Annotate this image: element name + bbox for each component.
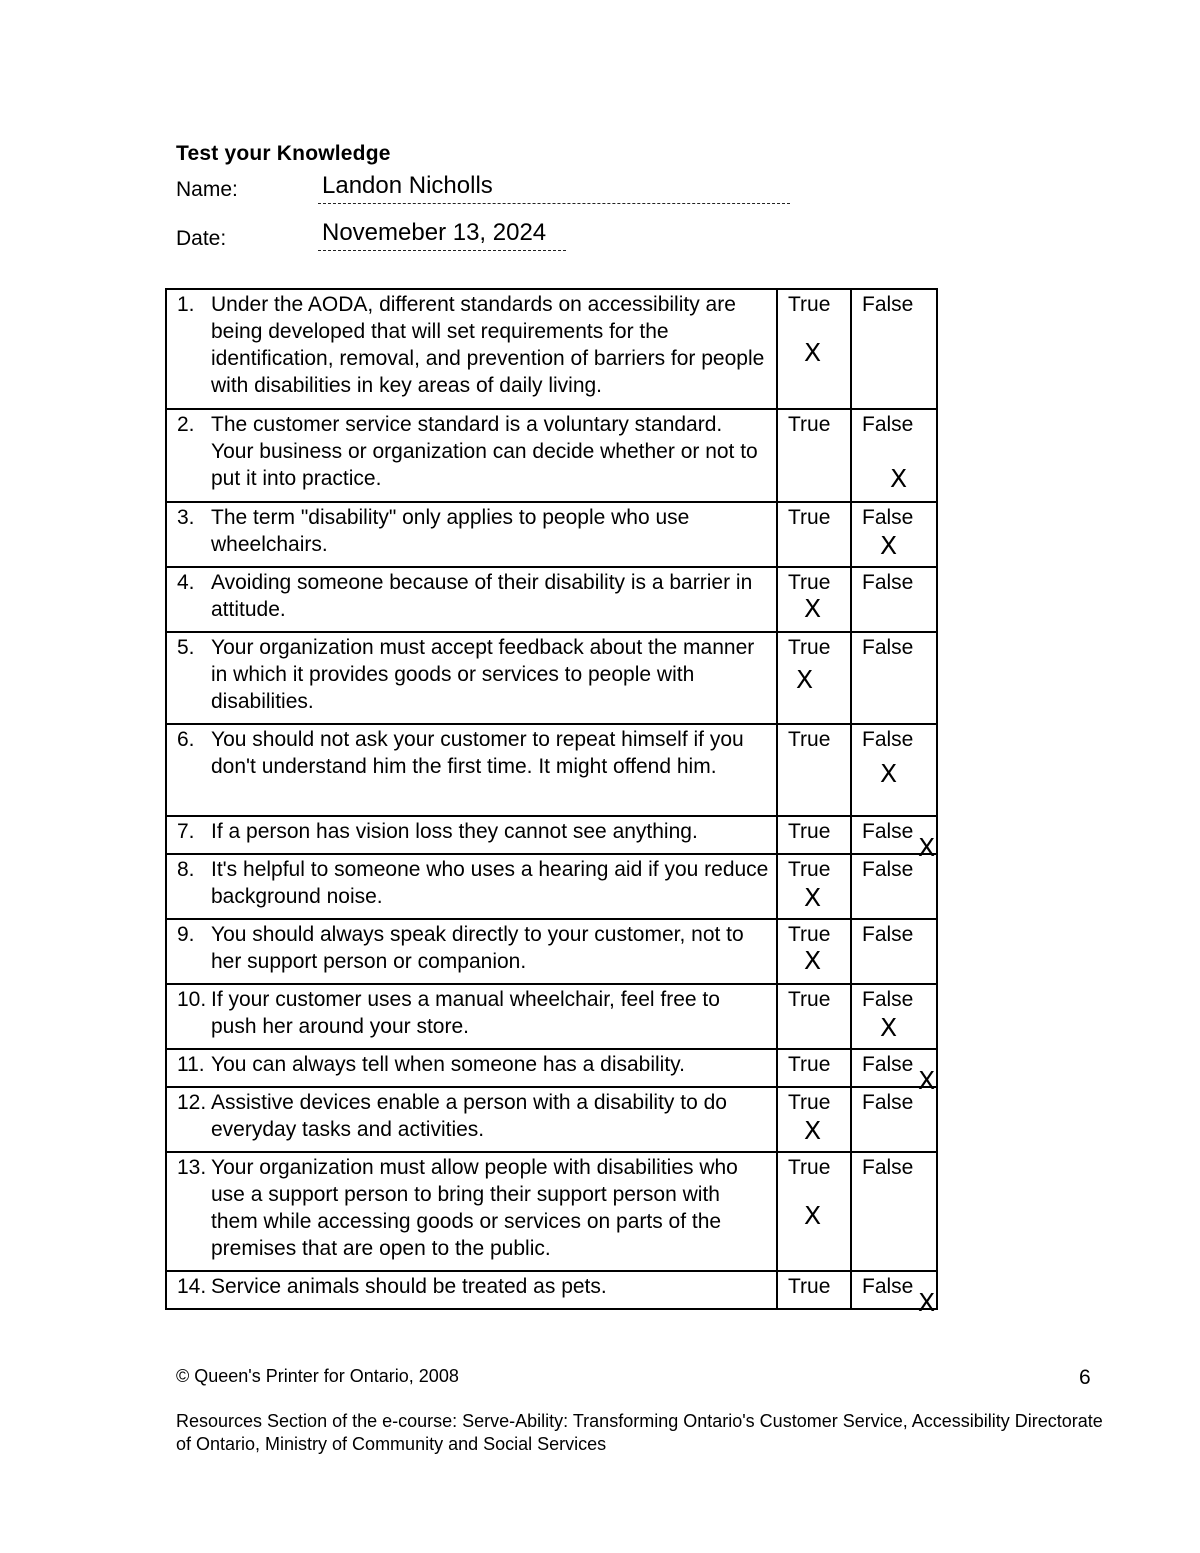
question-row bbox=[166, 289, 937, 409]
question-number: 13. bbox=[177, 1156, 207, 1179]
question-text: You should always speak directly to your customer, not to her support person or companion. bbox=[211, 923, 744, 973]
question-number: 11. bbox=[177, 1053, 205, 1076]
true-label: True bbox=[788, 413, 831, 436]
question-cell bbox=[166, 1049, 777, 1087]
answer-mark: X bbox=[890, 464, 908, 493]
false-answer-cell[interactable] bbox=[851, 816, 937, 862]
false-answer-cell[interactable] bbox=[851, 409, 937, 502]
question-row bbox=[166, 1271, 937, 1309]
question-text: Avoiding someone because of their disability is a barrier in attitude. bbox=[211, 571, 753, 621]
question-text: The term "disability" only applies to people who use wheelchairs. bbox=[211, 506, 690, 556]
question-text: It's helpful to someone who uses a hearing aid if you reduce background noise. bbox=[211, 858, 769, 908]
resources-note: Resources Section of the e-course: Serve-Ability: Transforming Ontario's Customer Service, Accessibility Directorate of Ontario, Ministry of Community and Social Services bbox=[176, 1411, 1103, 1454]
false-label: False bbox=[862, 293, 914, 316]
question-text: Assistive devices enable a person with a disability to do everyday tasks and activities. bbox=[211, 1091, 727, 1141]
false-label: False bbox=[862, 820, 914, 843]
true-label: True bbox=[788, 728, 831, 751]
date-label: Date: bbox=[176, 227, 227, 250]
true-label: True bbox=[788, 506, 831, 529]
question-number: 10. bbox=[177, 988, 207, 1011]
true-label: True bbox=[788, 636, 831, 659]
true-label: True bbox=[788, 1053, 831, 1076]
answer-mark: X bbox=[804, 883, 822, 912]
quiz-table bbox=[165, 288, 938, 1317]
true-label: True bbox=[788, 858, 831, 881]
question-row bbox=[166, 632, 937, 724]
true-answer-cell[interactable] bbox=[777, 1049, 851, 1087]
answer-mark: X bbox=[804, 1201, 822, 1230]
answer-mark: X bbox=[880, 531, 898, 560]
question-number: 4. bbox=[177, 571, 195, 594]
true-answer-cell[interactable] bbox=[777, 409, 851, 502]
question-row bbox=[166, 1152, 937, 1271]
question-text: You can always tell when someone has a disability. bbox=[211, 1053, 685, 1076]
false-label: False bbox=[862, 1091, 914, 1114]
false-answer-cell[interactable] bbox=[851, 854, 937, 919]
question-text: You should not ask your customer to repeat himself if you don't understand him the first time. It might offend him. bbox=[211, 728, 744, 778]
answer-mark: X bbox=[880, 759, 898, 788]
true-label: True bbox=[788, 820, 831, 843]
question-number: 7. bbox=[177, 820, 195, 843]
answer-mark: X bbox=[796, 665, 814, 694]
false-answer-cell[interactable] bbox=[851, 632, 937, 724]
question-text: If your customer uses a manual wheelchair, feel free to push her around your store. bbox=[211, 988, 720, 1038]
question-cell bbox=[166, 1271, 777, 1309]
true-label: True bbox=[788, 923, 831, 946]
true-answer-cell[interactable] bbox=[777, 854, 851, 919]
question-cell bbox=[166, 919, 777, 984]
question-text: Your organization must accept feedback about the manner in which it provides goods or services to people with disabilities. bbox=[211, 636, 755, 713]
true-label: True bbox=[788, 571, 831, 594]
false-label: False bbox=[862, 413, 914, 436]
question-cell bbox=[166, 984, 777, 1049]
question-row bbox=[166, 1087, 937, 1152]
question-text: If a person has vision loss they cannot see anything. bbox=[211, 820, 698, 843]
name-label: Name: bbox=[176, 178, 238, 201]
question-number: 3. bbox=[177, 506, 195, 529]
true-answer-cell[interactable] bbox=[777, 567, 851, 632]
question-cell bbox=[166, 289, 777, 409]
true-label: True bbox=[788, 988, 831, 1011]
true-answer-cell[interactable] bbox=[777, 984, 851, 1049]
false-answer-cell[interactable] bbox=[851, 567, 937, 632]
false-label: False bbox=[862, 858, 914, 881]
true-answer-cell[interactable] bbox=[777, 502, 851, 567]
answer-mark: X bbox=[918, 1288, 936, 1317]
date-field: Novemeber 13, 2024 bbox=[318, 219, 566, 251]
true-answer-cell[interactable] bbox=[777, 1087, 851, 1152]
question-number: 9. bbox=[177, 923, 195, 946]
true-label: True bbox=[788, 1091, 831, 1114]
question-row bbox=[166, 724, 937, 816]
true-answer-cell[interactable] bbox=[777, 1152, 851, 1271]
false-answer-cell[interactable] bbox=[851, 289, 937, 409]
question-row bbox=[166, 502, 937, 567]
question-number: 6. bbox=[177, 728, 195, 751]
question-cell bbox=[166, 1087, 777, 1152]
quiz-body bbox=[166, 289, 937, 1317]
name-field: Landon Nicholls bbox=[318, 172, 790, 204]
false-label: False bbox=[862, 1156, 914, 1179]
false-answer-cell[interactable] bbox=[851, 1049, 937, 1095]
answer-mark: X bbox=[804, 338, 822, 367]
true-label: True bbox=[788, 293, 831, 316]
question-number: 12. bbox=[177, 1091, 207, 1114]
question-row bbox=[166, 984, 937, 1049]
true-answer-cell[interactable] bbox=[777, 919, 851, 984]
false-label: False bbox=[862, 988, 914, 1011]
false-answer-cell[interactable] bbox=[851, 984, 937, 1049]
false-label: False bbox=[862, 923, 914, 946]
question-text: Service animals should be treated as pets. bbox=[211, 1275, 607, 1298]
question-number: 1. bbox=[177, 293, 195, 316]
answer-mark: X bbox=[918, 1066, 936, 1095]
question-number: 8. bbox=[177, 858, 195, 881]
question-row bbox=[166, 854, 937, 919]
false-answer-cell[interactable] bbox=[851, 1271, 937, 1317]
question-row bbox=[166, 409, 937, 502]
question-row bbox=[166, 816, 937, 854]
answer-mark: X bbox=[918, 833, 936, 862]
false-label: False bbox=[862, 506, 914, 529]
false-answer-cell[interactable] bbox=[851, 919, 937, 984]
false-answer-cell[interactable] bbox=[851, 724, 937, 816]
question-row bbox=[166, 919, 937, 984]
true-answer-cell[interactable] bbox=[777, 289, 851, 409]
false-label: False bbox=[862, 728, 914, 751]
question-row bbox=[166, 567, 937, 632]
page-title: Test your Knowledge bbox=[176, 142, 391, 165]
true-answer-cell[interactable] bbox=[777, 724, 851, 816]
false-answer-cell[interactable] bbox=[851, 502, 937, 567]
question-text: Your organization must allow people with disabilities who use a support person to bring their support person with them while accessing goods or services on parts of the premises that are open to the public. bbox=[211, 1156, 738, 1260]
false-label: False bbox=[862, 1053, 914, 1076]
answer-mark: X bbox=[804, 594, 822, 623]
question-cell bbox=[166, 632, 777, 724]
true-answer-cell[interactable] bbox=[777, 632, 851, 724]
question-number: 14. bbox=[177, 1275, 207, 1298]
answer-mark: X bbox=[880, 1013, 898, 1042]
question-cell bbox=[166, 724, 777, 816]
question-text: Under the AODA, different standards on accessibility are being developed that will set requirements for the identification, removal, and prevention of barriers for people with disabilities in key areas of daily living. bbox=[211, 293, 765, 397]
question-cell bbox=[166, 409, 777, 502]
copyright-notice: © Queen's Printer for Ontario, 2008 bbox=[176, 1366, 459, 1386]
question-number: 5. bbox=[177, 636, 195, 659]
question-text: The customer service standard is a voluntary standard. Your business or organization can decide whether or not to put it into practice. bbox=[211, 413, 758, 490]
true-label: True bbox=[788, 1156, 831, 1179]
question-cell bbox=[166, 1152, 777, 1271]
question-row bbox=[166, 1049, 937, 1087]
false-answer-cell[interactable] bbox=[851, 1087, 937, 1152]
false-label: False bbox=[862, 1275, 914, 1298]
page-number: 6 bbox=[1079, 1366, 1091, 1389]
false-answer-cell[interactable] bbox=[851, 1152, 937, 1271]
true-answer-cell[interactable] bbox=[777, 1271, 851, 1309]
question-cell bbox=[166, 567, 777, 632]
true-answer-cell[interactable] bbox=[777, 816, 851, 854]
question-cell bbox=[166, 502, 777, 567]
answer-mark: X bbox=[804, 946, 822, 975]
question-cell bbox=[166, 816, 777, 854]
false-label: False bbox=[862, 636, 914, 659]
question-cell bbox=[166, 854, 777, 919]
false-label: False bbox=[862, 571, 914, 594]
true-label: True bbox=[788, 1275, 831, 1298]
question-number: 2. bbox=[177, 413, 195, 436]
answer-mark: X bbox=[804, 1116, 822, 1145]
